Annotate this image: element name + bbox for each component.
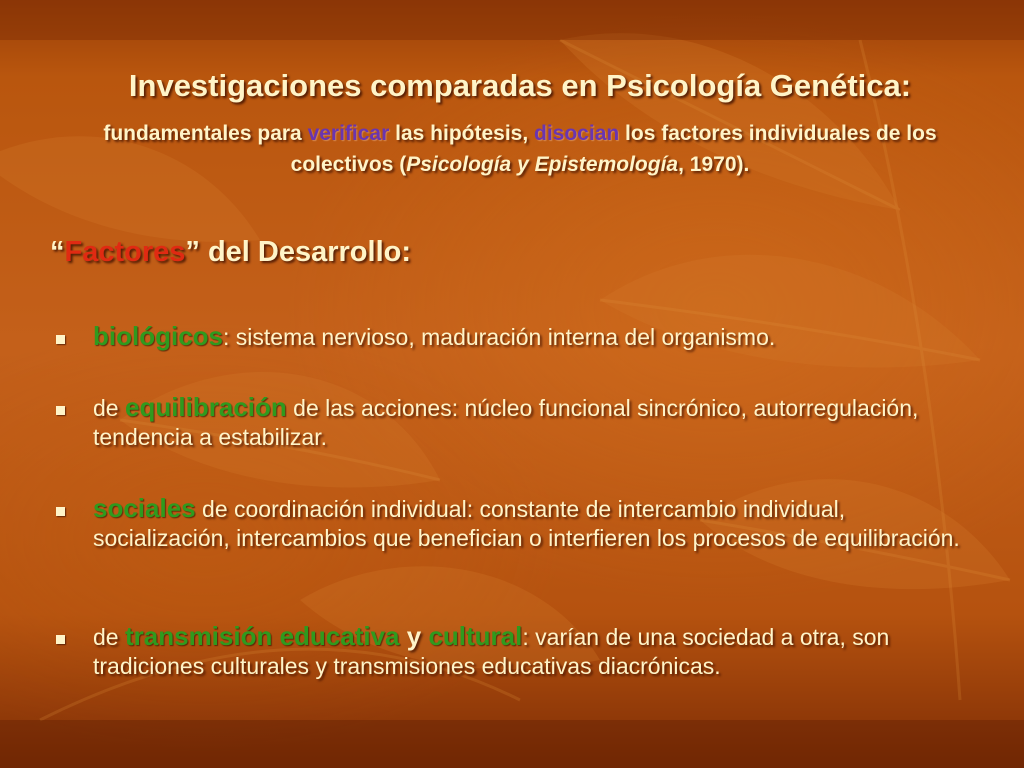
section-heading [50, 236, 411, 269]
bullet-body: de las acciones: núcleo funcional sincrónico, autorregulación, tendencia a estabilizar. [93, 395, 919, 450]
bullet-item-biologicos [54, 322, 974, 352]
bullet-item-transmision [54, 622, 974, 681]
bullet-text [93, 494, 974, 553]
bullet-keyword: equilibración [124, 392, 287, 422]
bullet-text [93, 322, 974, 352]
slide-subtitle [90, 118, 950, 180]
subtitle-text-1: fundamentales para [103, 122, 308, 145]
square-bullet-icon [56, 635, 65, 644]
bullet-text [93, 393, 974, 452]
bullet-connector: y [399, 621, 429, 651]
subtitle-verb-disocian: disocian [534, 122, 620, 145]
subtitle-text-2: las hipótesis, [389, 122, 535, 145]
bullet-prefix: de [93, 395, 125, 421]
square-bullet-icon [56, 507, 65, 516]
heading-highlight: Factores [64, 236, 186, 268]
bullet-keyword: sociales [93, 493, 196, 523]
subtitle-text-3: los factores individuales de los colectivos ( [290, 122, 937, 176]
bullet-text [93, 622, 974, 681]
bullet-body: de coordinación individual: constante de intercambio individual, socialización, intercambios que benefician o interfieren los procesos de equilibración. [93, 496, 960, 551]
subtitle-verb-verificar: verificar [307, 122, 390, 145]
bullet-keyword: transmisión educativa [124, 621, 400, 651]
bullet-keyword-secondary: cultural [428, 621, 523, 651]
bullet-body: : sistema nervioso, maduración interna del organismo. [223, 324, 776, 350]
heading-rest: ” del Desarrollo: [185, 236, 412, 268]
bullet-item-equilibracion [54, 393, 974, 452]
subtitle-book-title: Psicología y Epistemología [406, 153, 679, 176]
heading-open-quote: “ [50, 236, 65, 268]
bullet-body: : varían de una sociedad a otra, son tradiciones culturales y transmisiones educativas diacrónicas. [93, 624, 890, 679]
bullet-item-sociales [54, 494, 974, 553]
square-bullet-icon [56, 406, 65, 415]
square-bullet-icon [56, 335, 65, 344]
slide-title: Investigaciones comparadas en Psicología Genética: [128, 68, 912, 103]
bullet-prefix: de [93, 624, 125, 650]
bullet-keyword: biológicos [93, 321, 223, 351]
subtitle-text-4: , 1970). [678, 153, 750, 176]
